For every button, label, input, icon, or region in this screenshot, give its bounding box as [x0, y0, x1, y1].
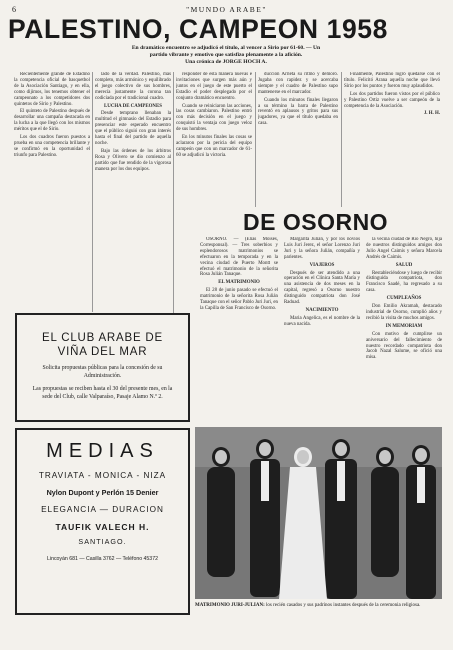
caption-text: los recién casados y sus padrinos instantes después de la ceremonia religiosa. — [266, 603, 421, 608]
paragraph: El quinteto de Palestino después de desarrollar una campaña destacada en la lucha a la que llegó con los mismos méritos que el de Sirio. — [14, 109, 90, 133]
paragraph: Bajo las órdenes de los árbitros Rosa y Olivero se dio comienzo al partido que fue rendido de la vigorosa manera por los dos equipos. — [95, 148, 171, 172]
ad-medias-brands: TRAVIATA - MONICA - NIZA — [38, 471, 167, 480]
masthead: "MUNDO ARABE" — [186, 5, 267, 14]
article-col-4 — [258, 72, 338, 208]
paragraph: la vecina ciudad de Río Negro, hija de nuestros distinguidos amigos don Julio Angel Caimis y señora Marcela Andrés de Caimis. — [366, 237, 442, 260]
column-divider — [255, 72, 256, 207]
paragraph: Finalmente, Palestino logró quedarse con el título. Felicitó Arana aquella noche que llevó Sirio por los puntos y fueron muy aplaudidos. — [344, 72, 440, 89]
osorno-col-3 — [366, 237, 442, 422]
paragraph: Maria Angelica, es el nombre de la nueva nacida. — [284, 315, 360, 327]
column-divider — [92, 72, 93, 312]
wedding-photo — [195, 427, 442, 599]
subheading-salud: SALUD — [395, 262, 413, 268]
paragraph: Desde temprano llenaban la multitud el gimnasio del Estadio para presenciar este esperado encuentro que el público siguió con gran interés hasta el final del partido de aquella noche. — [95, 111, 171, 146]
deck — [30, 45, 422, 66]
article-col-5 — [344, 72, 440, 208]
paragraph: lado de la verdad. Palestino, más completo, más armónico y equilibrado el juego colectivo de sus hombres, merecía justamente la corona tan codiciada por el tradicional cuadro. — [95, 72, 171, 101]
osorno-col-1 — [200, 237, 278, 422]
paragraph: El 28 de junio pasado se efectuó el matrimonio de la señorita Rosa Julián Tanaque con el señor Pablo Juri Juri, en la Capilla de San Francisco de Osorno. — [200, 288, 278, 311]
paragraph: responder de esta manera nuevas e invitaciones que surgen más aún y juntos en el juego de este puerto el Estadio el poder desplegado por el conjunto dramático encuentro. — [176, 72, 252, 101]
subheading-matrimonio: EL MATRIMONIO — [218, 280, 260, 286]
paragraph: Cuando los minutos finales llegaron a su término la barra de Palestino reventó en aplausos y gritos para sus jugadores, ya que el título quedaba en casa. — [258, 97, 338, 127]
paragraph: Cuando se reiniciaron las acciones, las cosas cambiaron. Palestino entró con más decisión en el juego y conquistó la ventaja con juego veloz de sus hombres. — [176, 103, 252, 133]
headline: PALESTINO, CAMPEON 1958 — [8, 14, 388, 44]
ad-club-arabe — [15, 313, 190, 422]
subheading-lucha: LUCHA DE CAMPEONES — [104, 103, 162, 109]
ad-medias — [15, 428, 190, 615]
subheading-cumpleanos: CUMPLEAÑOS — [386, 296, 422, 302]
article-col-1 — [14, 72, 90, 342]
ad-medias-title: MEDIAS — [46, 440, 159, 462]
paragraph: Recientemente grande de Estadino la competencia oficial de basquetbol de la Asociación Santiago, y en ella, como dijimos, los tenemos obtener el campeonato a los competidores dos quintetos de Sirio y Palestino. — [14, 72, 90, 107]
subheading-viajeros: VIAJEROS — [309, 262, 335, 268]
caption-bold: MATRIMONIO JURI-JULIAN: — [195, 603, 265, 608]
ad-club-title-1: EL CLUB ARABE DE — [41, 332, 164, 344]
subheading-in-memoriam: IN MEMORIAM — [385, 323, 423, 329]
section-title-osorno: DE OSORNO — [243, 209, 389, 235]
deck-line-2: partido vibrante y emotivo que satisfizo plenamente a la afición. — [149, 52, 303, 58]
ad-medias-company: TAUFIK VALECH H. — [55, 522, 150, 532]
column-divider — [341, 72, 342, 207]
article-col-2 — [95, 72, 171, 342]
ad-club-title-2: VIÑA DEL MAR — [57, 346, 148, 358]
ad-medias-slogan: ELEGANCIA — DURACION — [41, 505, 164, 514]
paragraph: Con motivo de cumplirse un aniversario del fallecimiento de nuestro recordado compatriota don Jacob Nazal Salume, se ofició una misa. — [366, 331, 442, 361]
paragraph: ducción Arrieta su ritmo y demoró. Jugaba con rapidez y se acercaba siempre y el cuadro de Palestino supo mantenerse en el marcador. — [258, 72, 338, 95]
ad-club-text-2: Las propuestas se reciben hasta el 30 del presente mes, en la sede del Club, calle Valparaíso, Pasaje Alamo N.º 2. — [32, 386, 173, 400]
photo-caption — [195, 603, 445, 609]
deck-line-1: En dramático encuentro se adjudicó el título, al vencer a Sirio por 61-60. — Un — [131, 45, 321, 51]
paragraph: Margarita Julián, y por los novios Luis Juri Jerez, el señor Lorenzo Juri Juri y la señora Julián, compañía y parientes. — [284, 237, 360, 260]
osorno-col-2 — [284, 237, 360, 422]
paragraph: Restableciéndose y luego de recibir distinguida compatriota, don Francisco Saadé, ha regresado a su casa. — [366, 270, 442, 294]
subheading-nacimiento: NACIMIENTO — [305, 307, 339, 313]
ad-medias-address: Lincoyán 681 — Casilla 3762 — Teléfono 45372 — [47, 556, 158, 562]
paragraph: Don Emilio Akramah, destacado industrial de Osorno, cumplió años y recibió la visita de muchos amigos. — [366, 304, 442, 321]
paragraph: Los dos partidos fueron vistos por el público y Palestino Ortiz vuelve a ser campeón de la competencia de la Asociación. — [344, 91, 440, 109]
photo-illustration — [195, 427, 442, 599]
article-col-3 — [176, 72, 252, 208]
paragraph: En los minutos finales las cosas se aclararon por la pericia del equipo campeón que con un marcador de 61-60 se adjudicó la victoria. — [176, 135, 252, 158]
deck-byline: Una crónica de JORGE HOCH A. — [185, 59, 267, 65]
ad-medias-material: Nylon Dupont y Perlón 15 Denier — [46, 488, 159, 497]
paragraph: Después de ser atendido a una operación en el Clínica Santa María y una asistencia de dos meses en la capital, regresó a Osorno nuestro distinguido compatriota don José Raduad. — [284, 270, 360, 306]
page-number: 6 — [12, 5, 16, 14]
ad-club-text-1: Solicita propuestas públicas para la concesión de su Administración. — [42, 365, 163, 379]
ad-medias-city: SANTIAGO. — [78, 537, 127, 546]
paragraph: OSORNO. — (Elías Moisés, Corresponsal). — Tres soberbios y esplendorosos matrimonios se efectuaron en la temporada y en la vecina ciudad de Puerto Montt se efectuó el matrimonio de la señorita Rosa Julián Tanaque. — [200, 237, 278, 278]
signature: J. H. H. — [423, 111, 440, 117]
paragraph: Los dos cuadros fueron puestos a prueba en una competencia brillante y se confirmó en la oportunidad el triunfo para Palestino. — [14, 135, 90, 158]
